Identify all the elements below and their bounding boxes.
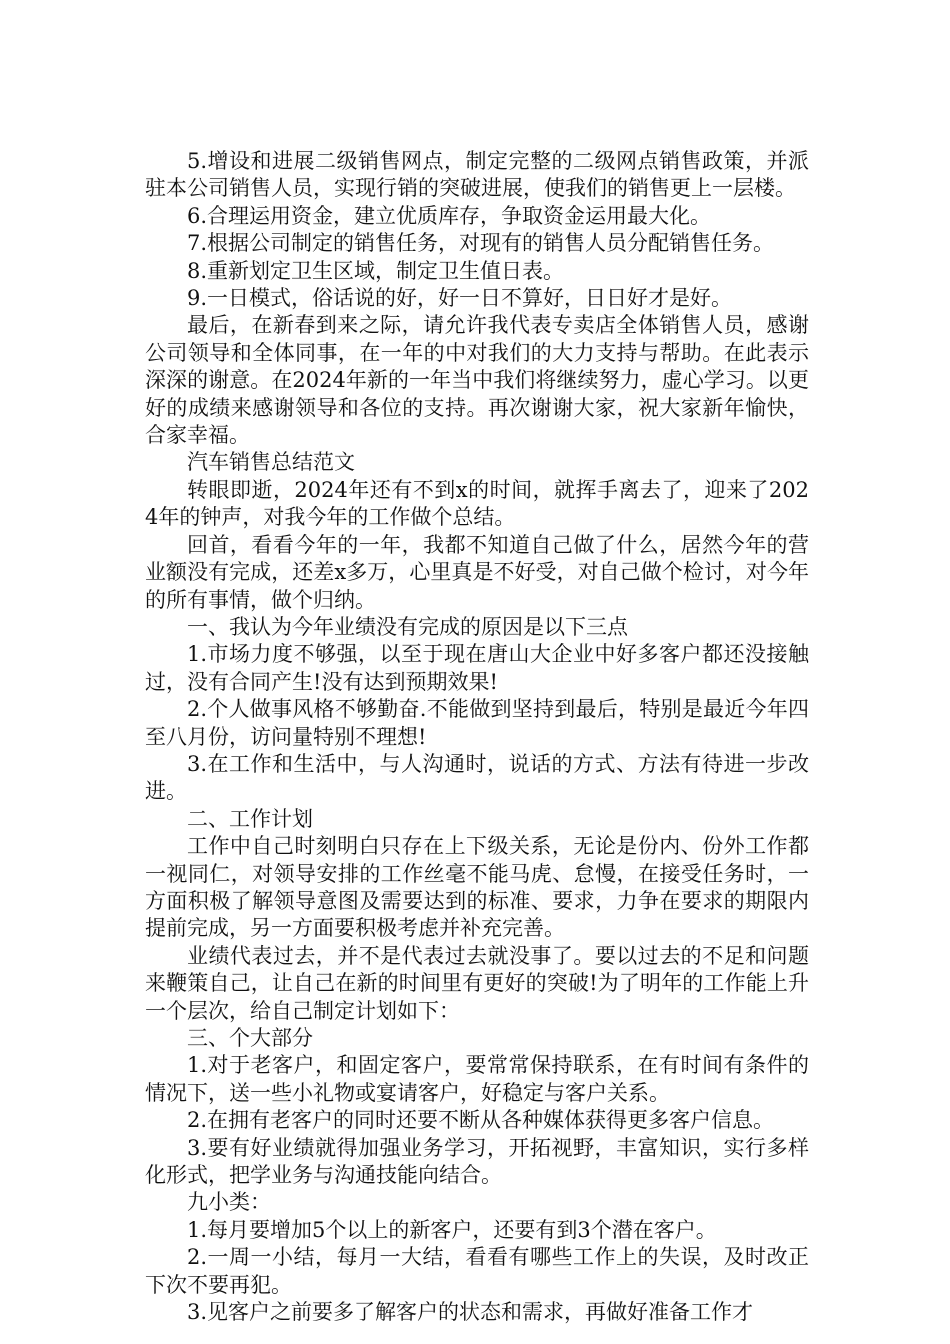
section-heading: 汽车销售总结范文 bbox=[187, 450, 355, 475]
paragraph: 5.增设和进展二级销售网点，制定完整的二级网点销售政策，并派驻本公司销售人员，实现行销的突破进展，使我们的销售更上一层楼。 bbox=[145, 149, 809, 201]
paragraph: 3.要有好业绩就得加强业务学习，开拓视野，丰富知识，实行多样化形式，把学业务与沟通技能向结合。 bbox=[145, 1135, 809, 1188]
paragraph: 1.市场力度不够强，以至于现在唐山大企业中好多客户都还没接触过，没有合同产生!没有达到预期效果! bbox=[145, 642, 809, 694]
paragraph: 2.个人做事风格不够勤奋.不能做到坚持到最后，特别是最近今年四至八月份，访问量特别不理想! bbox=[145, 697, 809, 749]
paragraph: 最后，在新春到来之际，请允许我代表专卖店全体销售人员，感谢公司领导和全体同事，在一年的中对我们的大力支持与帮助。在此表示深深的谢意。在2024年新的一年当中我们将继续努力，虚心学习。以更好的成绩来感谢领导和各位的支持。再次谢谢大家，祝大家新年愉快，合家幸福。 bbox=[145, 313, 809, 448]
section-heading: 一、我认为今年业绩没有完成的原因是以下三点 bbox=[187, 614, 628, 639]
paragraph: 8.重新划定卫生区域，制定卫生值日表。 bbox=[187, 258, 565, 283]
paragraph: 工作中自己时刻明白只存在上下级关系，无论是份内、份外工作都一视同仁，对领导安排的工作丝毫不能马虎、怠慢，在接受任务时，一方面积极了解领导意图及需要达到的标准、要求，力争在要求的期限内提前完成，另一方面要积极考虑并补充完善。 bbox=[145, 834, 809, 941]
section-heading: 三、个大部分 bbox=[187, 1026, 313, 1050]
paragraph: 2.在拥有老客户的同时还要不断从各种媒体获得更多客户信息。 bbox=[187, 1108, 775, 1133]
paragraph: 回首，看看今年的一年，我都不知道自己做了什么，居然今年的营业额没有完成，还差x多万，心里真是不好受，对自己做个检讨，对今年的所有事情，做个归纳。 bbox=[145, 532, 809, 612]
paragraph: 转眼即逝，2024年还有不到x的时间，就挥手离去了，迎来了2024年的钟声，对我今年的工作做个总结。 bbox=[145, 477, 809, 530]
paragraph: 3.见客户之前要多了解客户的状态和需求，再做好准备工作才 bbox=[187, 1300, 754, 1325]
section-heading: 九小类： bbox=[187, 1190, 271, 1215]
paragraph: 1.每月要增加5个以上的新客户，还要有到3个潜在客户。 bbox=[187, 1217, 717, 1242]
document-body bbox=[145, 148, 809, 1326]
section-heading: 二、工作计划 bbox=[187, 806, 313, 831]
paragraph: 1.对于老客户，和固定客户，要常常保持联系，在有时间有条件的情况下，送一些小礼物或宴请客户，好稳定与客户关系。 bbox=[145, 1053, 809, 1105]
paragraph: 9.一日模式，俗话说的好，好一日不算好，日日好才是好。 bbox=[187, 286, 733, 311]
paragraph: 3.在工作和生活中，与人沟通时，说话的方式、方法有待进一步改进。 bbox=[145, 751, 809, 804]
paragraph: 7.根据公司制定的销售任务，对现有的销售人员分配销售任务。 bbox=[187, 231, 775, 256]
paragraph: 2.一周一小结，每月一大结，看看有哪些工作上的失误，及时改正下次不要再犯。 bbox=[145, 1245, 809, 1297]
paragraph: 业绩代表过去，并不是代表过去就没事了。要以过去的不足和问题来鞭策自己，让自己在新的时间里有更好的突破!为了明年的工作能上升一个层次，给自己制定计划如下： bbox=[145, 943, 809, 1023]
paragraph: 6.合理运用资金，建立优质库存，争取资金运用最大化。 bbox=[187, 203, 712, 228]
